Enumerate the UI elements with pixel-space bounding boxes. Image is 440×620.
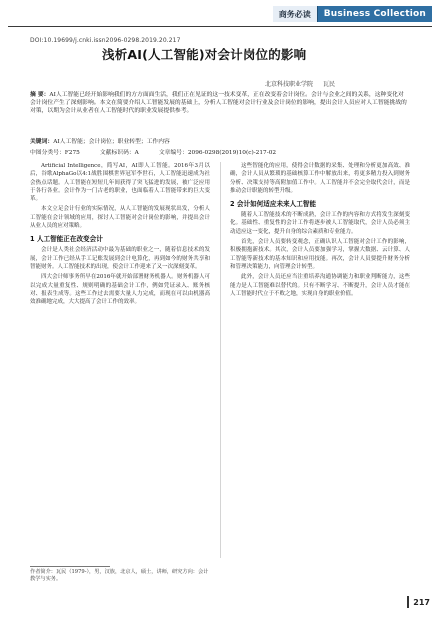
doi: DOI:10.19699/j.cnki.issn2096-0298.2019.20.217 [30, 37, 181, 44]
body-paragraph: 会计是人类社会经济活动中最为基础的职业之一，随着信息技术的发展，会计工作已经从手工记账发展到会计电算化，再到如今的财务共享和智能财务。人工智能技术的出现，使会计工作迎来了又一次深刻变革。 [30, 247, 210, 270]
column-category: 商务必读 [273, 6, 317, 22]
body-column-left [30, 162, 210, 308]
article-title: 浅析AI(人工智能)对会计岗位的影响 [102, 47, 307, 62]
classification-row [30, 147, 408, 156]
footnote: 作者简介：瓦民（1979-），男，汉族，北京人，硕士，讲师，研究方向：会计教学与实务。 [30, 569, 209, 583]
abstract [30, 91, 408, 116]
institution: 北京科技职业学院 [265, 81, 314, 88]
body-paragraph: 这些智能化的应用，使得会计数据的采集、处理和分析更加高效、准确，会计人员从繁琐的基础核算工作中解放出来，将更多精力投入到财务分析、决策支持等高附加值工作中。人工智能并不会完全取代会计，而是推动会计职能的转型升级。 [230, 163, 410, 194]
keywords [30, 136, 170, 145]
body-paragraph: 四大会计师事务所早在2016年就开始部署财务机器人。财务机器人可以完成大量重复性、规则明确的基础会计工作，例如凭证录入、账务核对、报表生成等。这些工作过去需要大量人力完成，而现在可以由机器高效准确地完成，大大提高了会计工作的效率。 [30, 274, 210, 306]
page-number-block [407, 596, 430, 608]
column-divider [220, 162, 221, 558]
journal-column-name: Business Collection [323, 9, 426, 19]
keywords-label: 关键词： [30, 139, 54, 145]
page-number: 217 [413, 597, 430, 607]
header-rule [8, 26, 432, 27]
body-paragraph: 随着人工智能技术的不断成熟，会计工作的内容和方式将发生深刻变化。基础性、重复性的会计工作将逐步被人工智能取代，会计人员必须主动适应这一变化，提升自身的综合素质和专业能力。 [230, 212, 410, 235]
journal-header [0, 0, 440, 28]
section-heading: 2 会计如何适应未来人工智能 [230, 200, 317, 209]
body-paragraph: 首先，会计人员要转变观念，正确认识人工智能对会计工作的影响，积极拥抱新技术。其次，会计人员要加强学习，掌握大数据、云计算、人工智能等新技术的基本知识和应用技能。再次，会计人员要提升财务分析和管理决策能力，向管理会计转型。 [230, 239, 410, 270]
body-paragraph: 此外，会计人员还应当注重培养沟通协调能力和职业判断能力，这些能力是人工智能难以替代的。只有不断学习、不断提升，会计人员才能在人工智能时代立于不败之地，实现自身的职业价值。 [230, 274, 410, 297]
footnote-rule [30, 566, 110, 567]
body-paragraph: Artificial Intelligence，简写AI，AI即人工智能。2016年3月以后，谷歌AlphaGo以4:1战胜围棋世界冠军李世石，人工智能迅速成为社会热点话题。人工智能在短短几年间获得了突飞猛进的发展，被广泛应用于各行各业。会计作为一门古老的职业，也面临着人工智能带来的巨大变革。 [30, 163, 210, 203]
clc-number: 中图分类号：F275 [30, 150, 80, 156]
abstract-text: AI人工智能已经开始影响我们的方方面面生活，我们正在见证的这一技术变革，正在改变着会计岗位。会计与会业之间的关系，这种变化对会计岗位产生了深刻影响。本文在简要介绍人工智能发展的基础上，分析人工智能对会计行业及会计岗位的影响，提出会计人员应对人工智能挑战的对策，以期为会计从业者在人工智能时代的职业发展提供参考。 [30, 92, 407, 115]
section-heading: 1 人工智能正在改变会计 [30, 235, 103, 244]
column-banner [273, 6, 432, 22]
author-name: 瓦民 [323, 81, 336, 88]
article-number: 文章编号：2096-0298(2019)10(c)-217-02 [158, 150, 277, 156]
affiliation [265, 79, 335, 88]
document-code: 文献标识码：A [99, 150, 139, 156]
keywords-text: AI人工智能；会计岗位；职业转型；工作内容 [53, 139, 170, 145]
abstract-label: 摘 要： [30, 92, 50, 98]
body-paragraph: 本文立足会计行业的实际情况，从人工智能的发展现状出发，分析人工智能在会计领域的应用，探讨人工智能对会计岗位的影响，并提出会计从业人员的应对策略。 [30, 206, 210, 230]
body-column-right [230, 162, 410, 300]
page-number-bar [407, 596, 409, 608]
